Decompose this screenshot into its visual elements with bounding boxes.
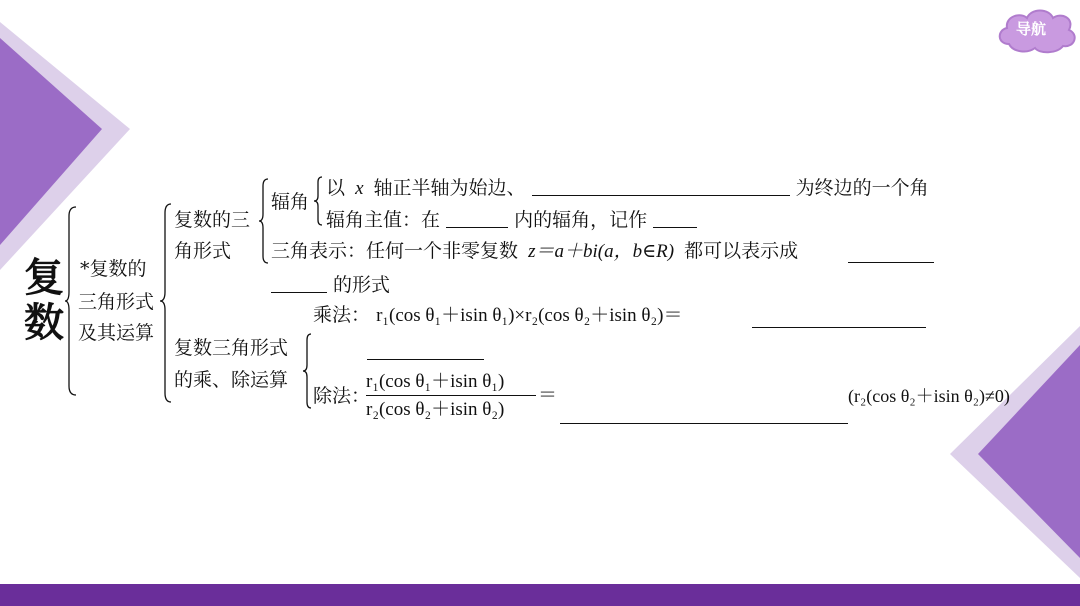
representation-tail: 的形式 (333, 274, 391, 296)
topic-line-1: *复数的 (80, 258, 147, 280)
argument-line-1 (326, 177, 929, 198)
nav-label: 导航 (1015, 20, 1046, 38)
blank-trig-form-2[interactable] (271, 274, 327, 293)
root-brace (64, 206, 78, 396)
multiply-label: 乘法： (313, 304, 371, 326)
blank-multiply-result-2[interactable] (367, 359, 484, 360)
argument-line1-suffix: 为终边的一个角 (795, 177, 929, 199)
section2-title-line-2: 的乘、除运算 (174, 369, 289, 391)
section1-title-line-2: 角形式 (174, 240, 232, 262)
representation-tail-line (271, 274, 390, 295)
section2-brace (302, 333, 312, 409)
topic-line-3: 及其运算 (78, 322, 155, 344)
argument-line1-mid: 轴正半轴为始边、 (373, 177, 526, 199)
divide-numerator: r₁(cos θ₁＋isin θ₁) (366, 371, 505, 392)
section1-title-line-1: 复数的三 (174, 209, 251, 231)
multiply-line (313, 306, 682, 325)
root-char-2: 数 (24, 299, 64, 346)
representation-formula: z＝a＋bi(a，b∈R) (528, 241, 675, 262)
bottom-bar (0, 584, 1080, 606)
root-char-1: 复 (24, 254, 64, 301)
blank-trig-form-1[interactable] (848, 244, 934, 263)
divide-condition: (r₂(cos θ₂＋isin θ₂)≠0) (848, 386, 1010, 406)
representation-prefix: 三角表示：任何一个非零复数 (271, 240, 519, 262)
argument-line1-prefix: 以 (326, 177, 346, 199)
fraction-bar (366, 395, 536, 396)
blank-terminal-side[interactable] (532, 177, 790, 196)
blank-principal-range[interactable] (446, 209, 508, 228)
divide-label: 除法： (313, 385, 371, 407)
argument-line2-mid: 内的辐角，记作 (514, 209, 648, 231)
divide-equals: ＝ (538, 385, 558, 406)
multiply-formula: r₁(cos θ₁＋isin θ₁)×r₂(cos θ₂＋isin θ₂)＝ (376, 305, 683, 326)
representation-suffix: 都可以表示成 (684, 240, 799, 262)
argument-brace (313, 176, 323, 226)
nav-button[interactable] (995, 4, 1080, 56)
section1-brace (258, 178, 270, 264)
blank-divide-result[interactable] (560, 423, 848, 424)
blank-principal-notation[interactable] (653, 209, 697, 228)
argument-line2-prefix: 辐角主值：在 (326, 209, 441, 231)
argument-label: 辐角 (271, 191, 310, 213)
representation-line (271, 242, 798, 261)
argument-line-2 (326, 209, 697, 230)
topic-brace (159, 203, 173, 403)
divide-denominator: r₂(cos θ₂＋isin θ₂) (366, 399, 505, 420)
blank-multiply-result-1[interactable] (752, 309, 926, 328)
argument-line1-var: x (355, 178, 364, 199)
section2-title-line-1: 复数三角形式 (174, 337, 289, 359)
topic-line-2: 三角形式 (78, 291, 155, 313)
